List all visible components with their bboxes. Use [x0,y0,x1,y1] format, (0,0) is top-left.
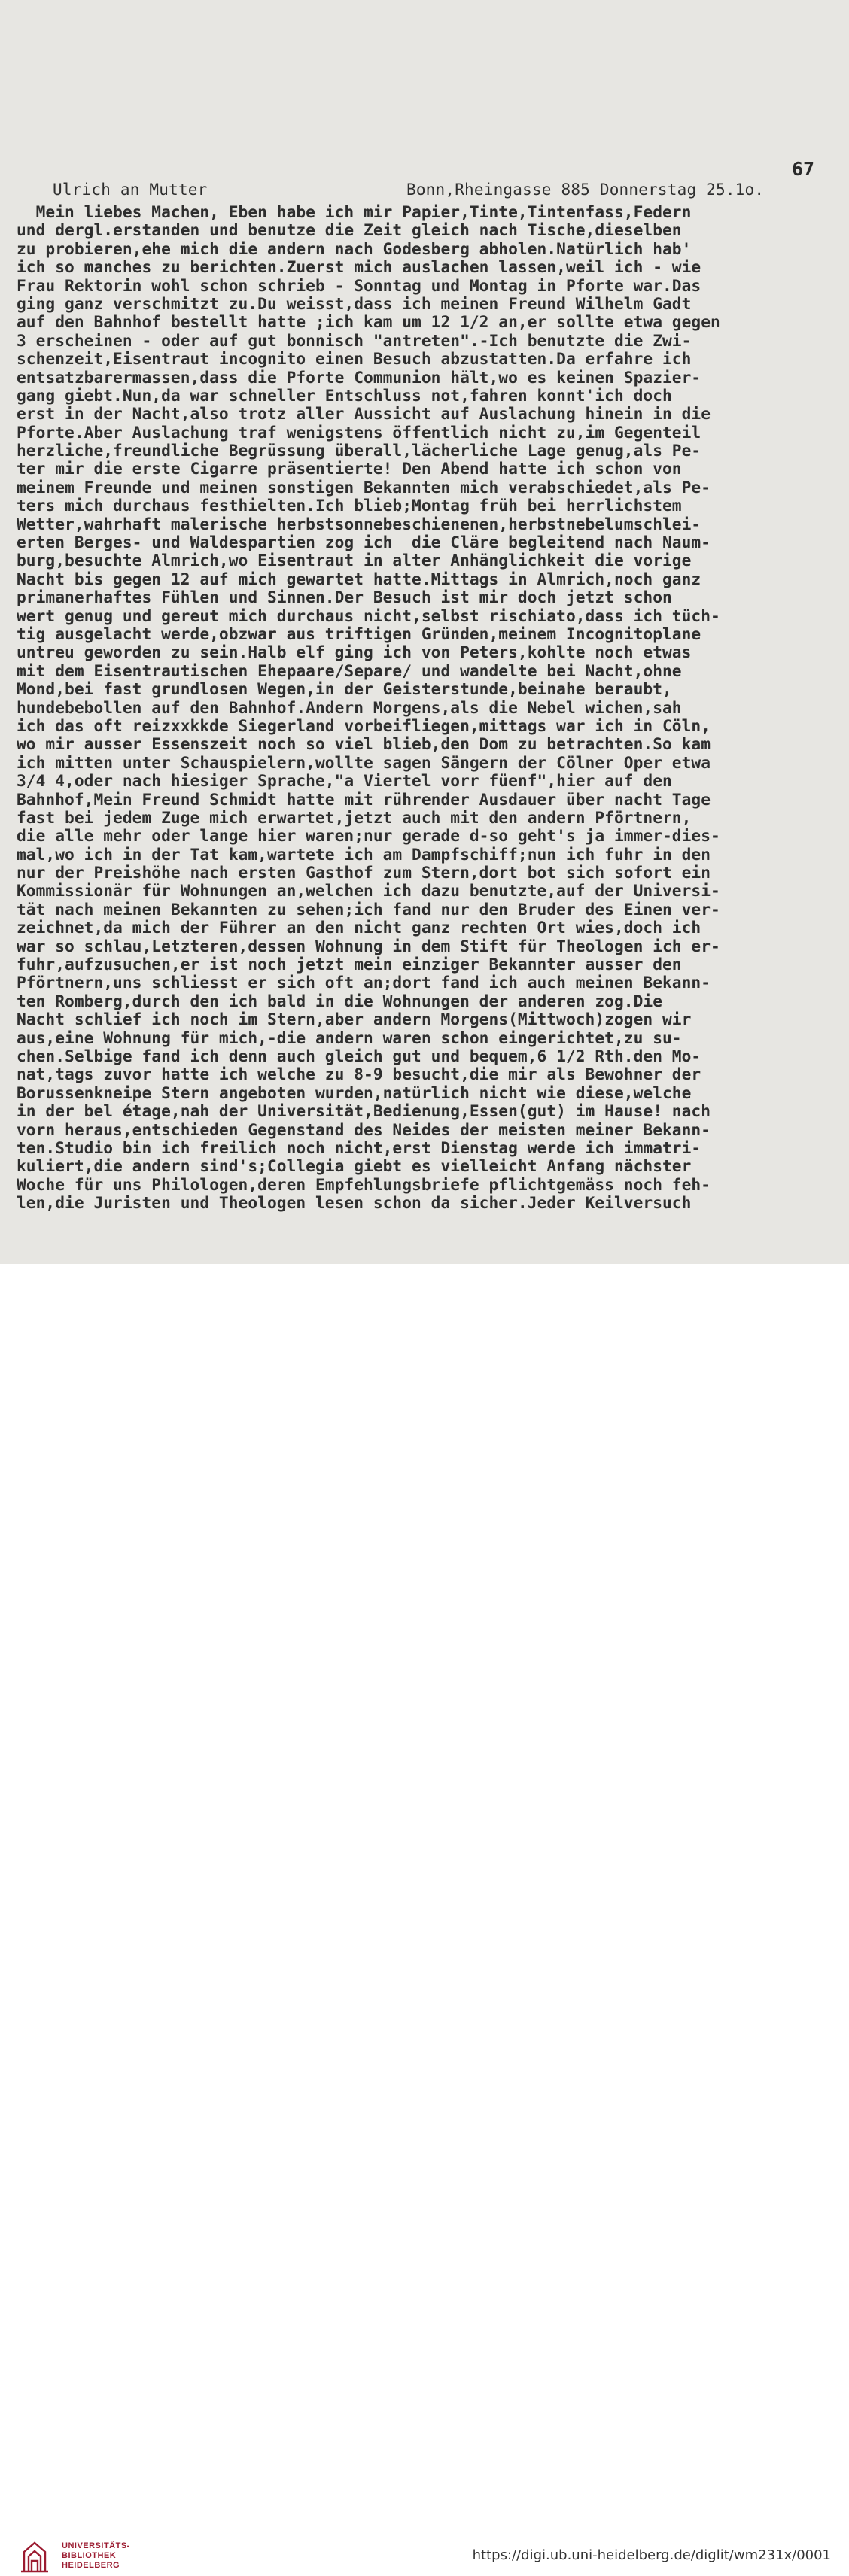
text-line: Mein liebes Machen, Eben habe ich mir Papier,Tinte,Tintenfass,Federn [17,202,692,221]
library-name-line: BIBLIOTHEK [62,2551,117,2560]
text-line: entsatzbarermassen,dass die Pforte Communion hält,wo es keinen Spazier- [17,367,701,387]
text-line: chen.Selbige fand ich denn auch gleich gut und bequem,6 1/2 Rth.den Mo- [17,1046,701,1065]
library-name-line: UNIVERSITÄTS- [62,2541,130,2550]
scanned-page [0,0,849,1264]
text-line: aus,eine Wohnung für mich,-die andern waren schon eingerichtet,zu su- [17,1028,682,1047]
text-line: Nacht schlief ich noch im Stern,aber andern Morgens(Mittwoch)zogen wir [17,1010,692,1029]
text-line: Frau Rektorin wohl schon schrieb - Sonntag und Montag in Pforte war.Das [17,275,701,295]
library-logo-icon [17,2537,56,2576]
text-line: ten Romberg,durch den ich bald in die Wohnungen der anderen zog.Die [17,991,662,1010]
text-line: nat,tags zuvor hatte ich welche zu 8-9 besucht,die mir als Bewohner der [17,1065,701,1084]
text-line: auf den Bahnhof bestellt hatte ;ich kam um 12 1/2 an,er sollte etwa gegen [17,312,720,332]
text-line: 3/4 4,oder nach hiesiger Sprache,"a Viertel vorr füenf",hier auf den [17,771,672,791]
text-line: Pforte.Aber Auslachung traf wenigstens öffentlich nicht zu,im Gegenteil [17,422,701,442]
text-line: meinem Freunde und meinen sonstigen Bekannten mich verabschiedet,als Pe- [17,477,711,497]
text-line: Nacht bis gegen 12 auf mich gewartet hatte.Mittags in Almrich,noch ganz [17,569,701,588]
text-line: ten.Studio bin ich freilich noch nicht,erst Dienstag werde ich immatri- [17,1138,701,1157]
text-line: tät nach meinen Bekannten zu sehen;ich fand nur den Bruder des Einen ver- [17,899,720,919]
text-line: primanerhaftes Fühlen und Sinnen.Der Besuch ist mir doch jetzt schon [17,588,672,607]
text-line: ging ganz verschmitzt zu.Du weisst,dass ich meinen Freund Wilhelm Gadt [17,293,692,313]
text-line: Kommissionär für Wohnungen an,welchen ich dazu benutzte,auf der Universi- [17,881,720,901]
text-line: kuliert,die andern sind's;Collegia giebt es vielleicht Anfang nächster [17,1156,692,1176]
text-line: len,die Juristen und Theologen lesen schon da sicher.Jeder Keilversuch [17,1193,692,1213]
text-line: fast bei jedem Zuge mich erwartet,jetzt auch mit den andern Pförtnern, [17,807,692,827]
text-line: erst in der Nacht,also trotz aller Aussicht auf Auslachung hinein in die [17,404,711,424]
text-line: burg,besuchte Almrich,wo Eisentraut in alter Anhänglichkeit die vorige [17,551,692,570]
text-line: ters mich durchaus festhielten.Ich blieb;Montag früh bei herrlichstem [17,496,682,515]
library-name-line: HEIDELBERG [62,2561,120,2570]
footer-bar [0,1264,849,2570]
text-line: Borussenkneipe Stern angeboten wurden,natürlich nicht wie diese,welche [17,1083,692,1102]
text-line: nur der Preishöhe nach ersten Gasthof zum Stern,dort bot sich sofort ein [17,863,711,882]
text-line: ich mitten unter Schauspielern,wollte sagen Sängern der Cölner Oper etwa [17,752,711,772]
text-line: hundebebollen auf den Bahnhof.Andern Morgens,als die Nebel wichen,sah [17,697,682,717]
text-line: Mond,bei fast grundlosen Wegen,in der Geisterstunde,beinahe beraubt, [17,679,672,699]
text-line: war so schlau,Letzteren,dessen Wohnung in dem Stift für Theologen ich er- [17,936,720,955]
text-line: erten Berges- und Waldespartien zog ich die Cläre begleitend nach Naum- [17,533,711,552]
text-line: und dergl.erstanden und benutze die Zeit gleich nach Tische,dieselben [17,220,682,240]
library-name [62,2541,130,2571]
text-line: vorn heraus,entschieden Gegenstand des Neides der meisten meiner Bekann- [17,1119,711,1139]
source-url-link[interactable]: https://digi.ub.uni-heidelberg.de/diglit/wm231x/0001 [472,2547,831,2563]
letter-place-date: Bonn,Rheingasse 885 Donnerstag 25.1o. [406,181,765,199]
page-number: 67 [792,158,815,180]
text-line: Wetter,wahrhaft malerische herbstsonnebeschienenen,herbstnebelumschlei- [17,514,701,533]
text-line: wert genug und gereut mich durchaus nicht,selbst rischiato,dass ich tüch- [17,606,720,625]
text-line: wo mir ausser Essenszeit noch so viel blieb,den Dom zu betrachten.So kam [17,734,711,754]
text-line: untreu geworden zu sein.Halb elf ging ich von Peters,kohlte noch etwas [17,642,692,662]
text-line: zeichnet,da mich der Führer an den nicht ganz rechten Ort wies,doch ich [17,918,701,937]
text-line: ich so manches zu berichten.Zuerst mich auslachen lassen,weil ich - wie [17,257,701,277]
text-line: herzliche,freundliche Begrüssung überall,lächerliche Lage genug,als Pe- [17,441,701,460]
letter-header [53,181,835,202]
text-line: Bahnhof,Mein Freund Schmidt hatte mit rührender Ausdauer über nacht Tage [17,789,711,809]
text-line: fuhr,aufzusuchen,er ist noch jetzt mein einziger Bekannter ausser den [17,955,682,974]
text-line: ich das oft reizxxkkde Siegerland vorbeifliegen,mittags war ich in Cöln, [17,715,711,735]
text-line: Pförtnern,uns schliesst er sich oft an;dort fand ich auch meinen Bekann- [17,973,711,992]
text-line: schenzeit,Eisentraut incognito einen Besuch abzustatten.Da erfahre ich [17,349,692,369]
text-line: zu probieren,ehe mich die andern nach Godesberg abholen.Natürlich hab' [17,238,692,258]
text-line: ter mir die erste Cigarre präsentierte! Den Abend hatte ich schon von [17,459,682,478]
text-line: mal,wo ich in der Tat kam,wartete ich am Dampfschiff;nun ich fuhr in den [17,844,711,864]
text-line: mit dem Eisentrautischen Ehepaare/Separe/ und wandelte bei Nacht,ohne [17,661,682,680]
letter-body [17,203,837,1212]
text-line: 3 erscheinen - oder auf gut bonnisch "antreten".-Ich benutzte die Zwi- [17,330,692,350]
text-line: Woche für uns Philologen,deren Empfehlungsbriefe pflichtgemäss noch feh- [17,1174,711,1194]
text-line: in der bel étage,nah der Universität,Bedienung,Essen(gut) im Hause! nach [17,1101,711,1121]
text-line: die alle mehr oder lange hier waren;nur gerade d-so geht's ja immer-dies- [17,826,720,846]
letter-addressee: Ulrich an Mutter [53,181,208,199]
text-line: tig ausgelacht werde,obzwar aus triftigen Gründen,meinem Incognitoplane [17,624,701,643]
text-line: gang giebt.Nun,da war schneller Entschluss not,fahren konnt'ich doch [17,385,672,405]
